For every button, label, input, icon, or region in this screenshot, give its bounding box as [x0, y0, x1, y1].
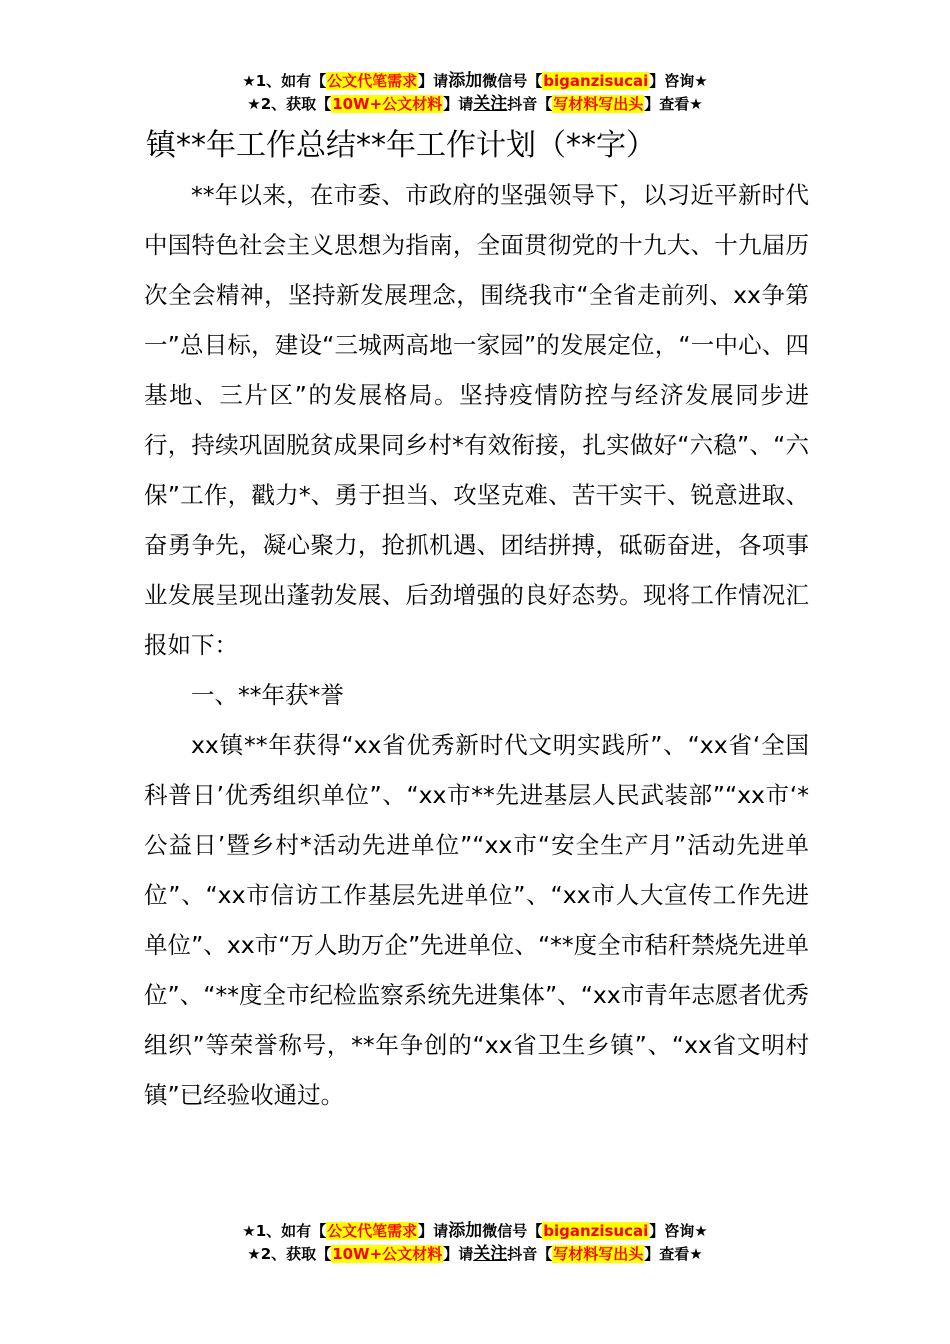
banner-text: ★2、获取【 — [247, 1245, 332, 1263]
banner-highlight: 写材料写出头 — [553, 95, 644, 113]
banner-text: 抖音【 — [507, 95, 553, 113]
banner-text: 】请 — [443, 95, 474, 113]
banner-text: 抖音【 — [507, 1245, 553, 1263]
banner-text: 微信号【 — [482, 1222, 543, 1240]
top-banner — [0, 70, 950, 116]
banner-highlight: 写材料写出头 — [553, 1245, 644, 1263]
paragraph-intro: **年以来，在市委、市政府的坚强领导下，以习近平新时代中国特色社会主义思想为指南，全面贯彻党的十九大、十九届历次全会精神，坚持新发展理念，围绕我市“全省走前列、xx争第一”总目标，建设“三城两高地一家园”的发展定位，“一中心、四基地、三片区”的发展格局。坚持疫情防控与经济发展同步进行，持续巩固脱贫成果同乡村*有效衔接，扎实做好“六稳”、“六保”工作，戳力*、勇于担当、攻坚克难、苦干实干、锐意进取、奋勇争先，凝心聚力，抢抓机遇、团结拼搏，砥砺奋进，各项事业发展呈现出蓬勃发展、后劲增强的良好态势。现将工作情况汇报如下： — [144, 181, 809, 659]
banner-emphasis: 添加 — [448, 71, 483, 91]
banner-text: 】查看★ — [644, 1245, 703, 1263]
banner-emphasis: 关注 — [473, 94, 508, 114]
banner-emphasis: 关注 — [473, 1244, 508, 1264]
bottom-banner-line-1 — [0, 1220, 950, 1243]
banner-text: 】咨询★ — [649, 1222, 708, 1240]
banner-text: ★2、获取【 — [247, 95, 332, 113]
document-body — [144, 170, 809, 1120]
banner-text: 】请 — [443, 1245, 474, 1263]
banner-highlight: 10W+公文材料 — [332, 1245, 443, 1263]
banner-text: 】请 — [418, 1222, 449, 1240]
banner-text: 微信号【 — [482, 72, 543, 90]
document-title: 镇**年工作总结**年工作计划（**字） — [146, 128, 656, 163]
paragraph-honors: xx镇**年获得“xx省优秀新时代文明实践所”、“xx省‘全国科普日’优秀组织单位”、“xx市**先进基层人民武装部”“xx市‘*公益日’暨乡村*活动先进单位”“xx市“安全生产月”活动先进单位”、“xx市信访工作基层先进单位”、“xx市人大宣传工作先进单位”、xx市“万人助万企”先进单位、“**度全市秸秆禁烧先进单位”、“**度全市纪检监察系统先进集体”、“xx市青年志愿者优秀组织”等荣誉称号，**年争创的“xx省卫生乡镇”、“xx省文明村镇”已经验收通过。 — [144, 731, 809, 1109]
banner-text: 】请 — [418, 72, 449, 90]
banner-text: ★1、如有【 — [242, 1222, 327, 1240]
bottom-banner-line-2 — [0, 1243, 950, 1266]
bottom-banner — [0, 1220, 950, 1266]
banner-wechat-id: biganzisucai — [543, 72, 649, 90]
top-banner-line-2 — [0, 93, 950, 116]
banner-highlight: 10W+公文材料 — [332, 95, 443, 113]
banner-highlight: 公文代笔需求 — [327, 72, 418, 90]
banner-emphasis: 添加 — [448, 1221, 483, 1241]
section-heading: 一、**年获*誉 — [191, 681, 344, 709]
banner-text: 】咨询★ — [649, 72, 708, 90]
banner-highlight: 公文代笔需求 — [327, 1222, 418, 1240]
banner-text: 】查看★ — [644, 95, 703, 113]
banner-wechat-id: biganzisucai — [543, 1222, 649, 1240]
banner-text: ★1、如有【 — [242, 72, 327, 90]
top-banner-line-1 — [0, 70, 950, 93]
